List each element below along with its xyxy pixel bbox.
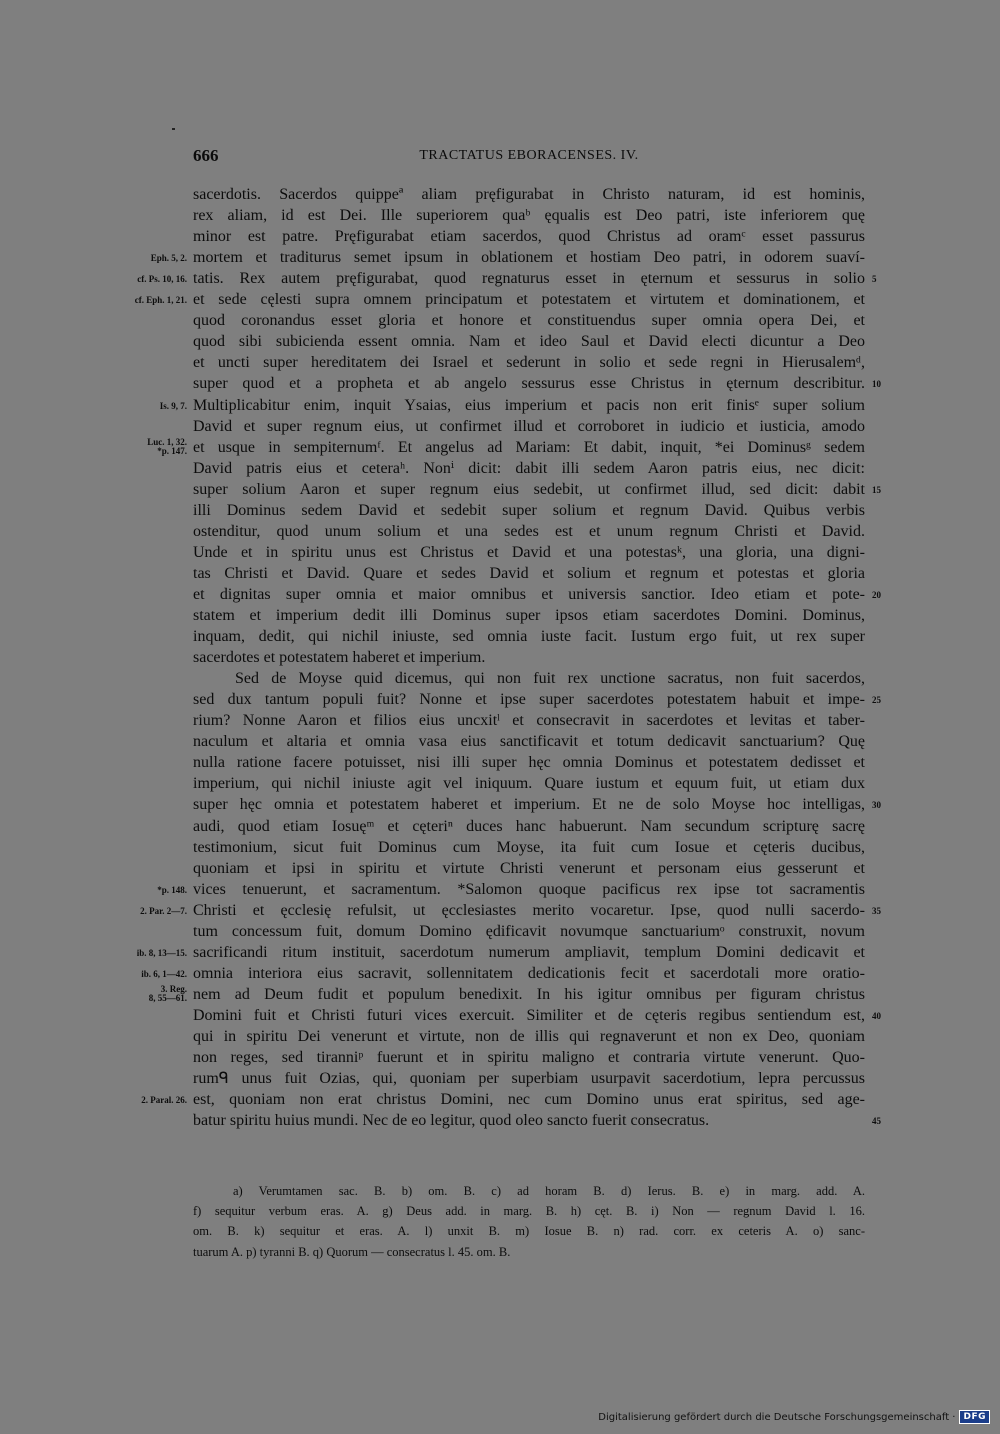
text-line: mortem et traditurus semet ipsum in oblationem et hostiam Deo patri, in odorem suaví- bbox=[193, 249, 865, 267]
footer bbox=[598, 1409, 990, 1425]
text-line: testimonium, sicut fuit Dominus cum Moyse, ita fuit cum Iosue et cęteris ducibus, bbox=[193, 838, 865, 856]
text-line: nem ad Deum fudit et populum benedixit. In his igitur omnibus per figuram christus bbox=[193, 985, 865, 1003]
text-line: sacerdotes et potestatem haberet et imperium. bbox=[193, 649, 486, 667]
marginal-reference: cf. Ps. 10, 16. bbox=[137, 274, 187, 285]
text-line: naculum et altaria et omnia vasa eius sanctificavit et totum dedicavit sanctuarium? Quę bbox=[193, 733, 865, 751]
text-line: est, quoniam non erat christus Domini, nec cum Domino unus erat spiritus, sed age- bbox=[193, 1091, 865, 1109]
text-line: super quod et a propheta et ab angelo sessurus esse Christus in ęternum describitur. bbox=[193, 375, 865, 393]
text-line: et dignitas super omnia et maior omnibus et universis sanctior. Ideo etiam et pote- bbox=[193, 585, 865, 603]
text-line: quod coronandus esset gloria et honore et constituendus super omnia opera Dei, et bbox=[193, 312, 865, 330]
funding-notice: Digitalisierung gefördert durch die Deutsche Forschungsgemeinschaft · bbox=[598, 1411, 956, 1423]
text-line: quoniam et ipsi in spiritu et virtute Christi venerunt et personam eius gesserunt et bbox=[193, 859, 865, 877]
text-line: inquam, dedit, qui nichil iniuste, sed omnia iuste facit. Iustum ergo fuit, ut rex super bbox=[193, 628, 865, 646]
running-head: TRACTATUS EBORACENSES. IV. bbox=[419, 148, 639, 163]
page-header bbox=[193, 146, 865, 170]
footnote-line: f) sequitur verbum eras. A. g) Deus add. in marg. B. h) cęt. B. i) Non — regnum David l. 16. bbox=[193, 1204, 865, 1219]
text-line: Sed de Moyse quid dicemus, qui non fuit rex unctione sacratus, non fuit sacerdos, bbox=[235, 670, 865, 688]
line-number: 30 bbox=[872, 800, 881, 811]
line-number: 10 bbox=[872, 379, 881, 390]
text-line: rex aliam, id est Dei. Ille superiorem quaᵇ ęqualis est Deo patri, iste inferiorem quę bbox=[193, 207, 865, 225]
line-number: 5 bbox=[872, 274, 877, 285]
text-line: Multiplicabitur enim, inquit Ysaias, eius imperium et pacis non erit finisᵉ super solium bbox=[193, 396, 865, 414]
text-line: audi, quod etiam Iosuęᵐ et cęteriⁿ duces hanc habuerunt. Nam secundum scripturę sacrę bbox=[193, 817, 865, 835]
text-line: sacerdotis. Sacerdos quippeª aliam pręfigurabat in Christo naturam, id est hominis, bbox=[193, 186, 865, 203]
text-line: tas Christi et David. Quare et sedes David et solium et regnum et potestas et gloria bbox=[193, 564, 865, 582]
line-number: 15 bbox=[872, 484, 881, 495]
marginal-reference: 3. Reg. 8, 55—61. bbox=[148, 983, 187, 1003]
dfg-logo: DFG bbox=[959, 1410, 990, 1424]
text-line: minor est patre. Pręfigurabat etiam sacerdos, quod Christus ad oramᶜ esset passurus bbox=[193, 228, 865, 246]
text-line: Unde et in spiritu unus est Christus et David et una potestasᵏ, una gloria, una digni- bbox=[193, 543, 865, 561]
text-line: sacrificandi ritum instituit, sacerdotum numerum ampliavit, templum Domini dedicavit et bbox=[193, 943, 865, 961]
text-line: illi Dominus sedem David et sedebit super solium et regnum David. Quibus verbis bbox=[193, 501, 865, 519]
text-line: Domini fuit et Christi futuri vices exercuit. Similiter et de cęteris regibus sentiendum est, bbox=[193, 1006, 865, 1024]
line-number: 35 bbox=[872, 905, 881, 916]
marginal-reference: *p. 148. bbox=[157, 884, 187, 895]
marginal-reference: 2. Par. 2—7. bbox=[140, 905, 187, 916]
text-line: et uncti super hereditatem dei Israel et sederunt in solio et sede regni in Hierusalemᵈ, bbox=[193, 354, 865, 372]
line-number: 40 bbox=[872, 1010, 881, 1021]
text-line: sed dux tantum populi fuit? Nonne et ipse super sacerdotes potestatem habuit et impe- bbox=[193, 691, 865, 709]
text-line: nulla ratione facere potuisset, nisi illi super hęc omnia Dominus et potestatem dedisset et bbox=[193, 754, 865, 772]
text-line: rumᑫ unus fuit Ozias, qui, quoniam per superbiam usurpavit sacerdotium, lepra percussus bbox=[193, 1070, 865, 1088]
text-line: batur spiritu huius mundi. Nec de eo legitur, quod oleo sancto fuerit consecratus. bbox=[193, 1112, 710, 1130]
marginal-reference: ib. 8, 13—15. bbox=[136, 947, 187, 958]
text-line: super hęc omnia et potestatem haberet et imperium. Et ne de solo Moyse hoc intelligas, bbox=[193, 796, 865, 814]
text-line: non reges, sed tiranniᵖ fuerunt et in spiritu maligno et contraria virtute venerunt. Quo- bbox=[193, 1049, 865, 1067]
marginal-reference: 2. Paral. 26. bbox=[141, 1095, 187, 1106]
text-line: imperium, qui nichil iniuste agit vel iniquum. Quare iustum et equum fuit, ut etiam dux bbox=[193, 775, 865, 793]
scan-mark bbox=[172, 128, 175, 130]
text-line: et sede cęlesti supra omnem principatum et potestatem et virtutem et dominationem, et bbox=[193, 291, 865, 309]
line-number: 20 bbox=[872, 589, 881, 600]
text-line: ostenditur, quod unum solium et una sedes est et unum regnum Christi et David. bbox=[193, 522, 865, 540]
marginal-reference: Eph. 5, 2. bbox=[150, 253, 187, 264]
text-line: et usque in sempiternumᶠ. Et angelus ad Mariam: Et dabit, inquit, *ei Dominusᵍ sedem bbox=[193, 438, 865, 456]
line-number: 25 bbox=[872, 695, 881, 706]
footnote-line: tuarum A. p) tyranni B. q) Quorum — consecratus l. 45. om. B. bbox=[193, 1244, 511, 1259]
text-line: David et super regnum eius, ut confirmet illud et corroboret in iudicio et iusticia, amodo bbox=[193, 417, 865, 435]
text-line: rium? Nonne Aaron et filios eius uncxitˡ et consecravit in sacerdotes et levitas et taber- bbox=[193, 712, 865, 730]
text-line: vices tenuerunt, et sacramentum. *Salomon quoque pacificus rex ipse tot sacramentis bbox=[193, 880, 865, 898]
text-line: David patris eius et ceteraʰ. Nonⁱ dicit: dabit illi sedem Aaron patris eius, nec dicit: bbox=[193, 459, 865, 477]
marginal-reference: Is. 9, 7. bbox=[159, 400, 187, 411]
text-line: tatis. Rex autem pręfigurabat, quod regnaturus esset in ęternum et sessurus in solio bbox=[193, 270, 865, 288]
text-line: quod sibi subicienda essent omnia. Nam et ideo Saul et David electi dicuntur a Deo bbox=[193, 333, 865, 351]
line-number: 45 bbox=[872, 1116, 881, 1127]
marginal-reference: Luc. 1, 32. *p. 147. bbox=[147, 436, 187, 456]
text-line: omnia interiora eius sacravit, sollennitatem dedicationis fecit et sacerdotali more oratio- bbox=[193, 964, 865, 982]
text-line: super solium Aaron et super regnum eius sedebit, ut confirmet illud, sed dicit: dabit bbox=[193, 480, 865, 498]
footnote-line: om. B. k) sequitur et eras. A. l) unxit B. m) Iosue B. n) rad. corr. ex ceteris A. o) sanc- bbox=[193, 1224, 865, 1239]
marginal-reference: cf. Eph. 1, 21. bbox=[134, 295, 187, 306]
footnote-line: a) Verumtamen sac. B. b) om. B. c) ad horam B. d) Ierus. B. e) in marg. add. A. bbox=[233, 1184, 865, 1198]
page-number: 666 bbox=[193, 146, 219, 165]
text-line: statem et imperium dedit illi Dominus super ipsos etiam sacerdotes Domini. Dominus, bbox=[193, 607, 865, 624]
text-line: qui in spiritu Dei venerunt et virtute, non de illis qui regnaverunt et non ex Deo, quoniam bbox=[193, 1028, 865, 1045]
marginal-reference: ib. 6, 1—42. bbox=[141, 968, 187, 979]
text-line: Christi et ęcclesię refulsit, ut ęcclesiastes merito vocaretur. Ipse, quod nulli sacerdo- bbox=[193, 901, 865, 919]
text-line: tum concessum fuit, domum Domino ędificavit novumque sanctuariumᵒ construxit, novum bbox=[193, 922, 865, 940]
